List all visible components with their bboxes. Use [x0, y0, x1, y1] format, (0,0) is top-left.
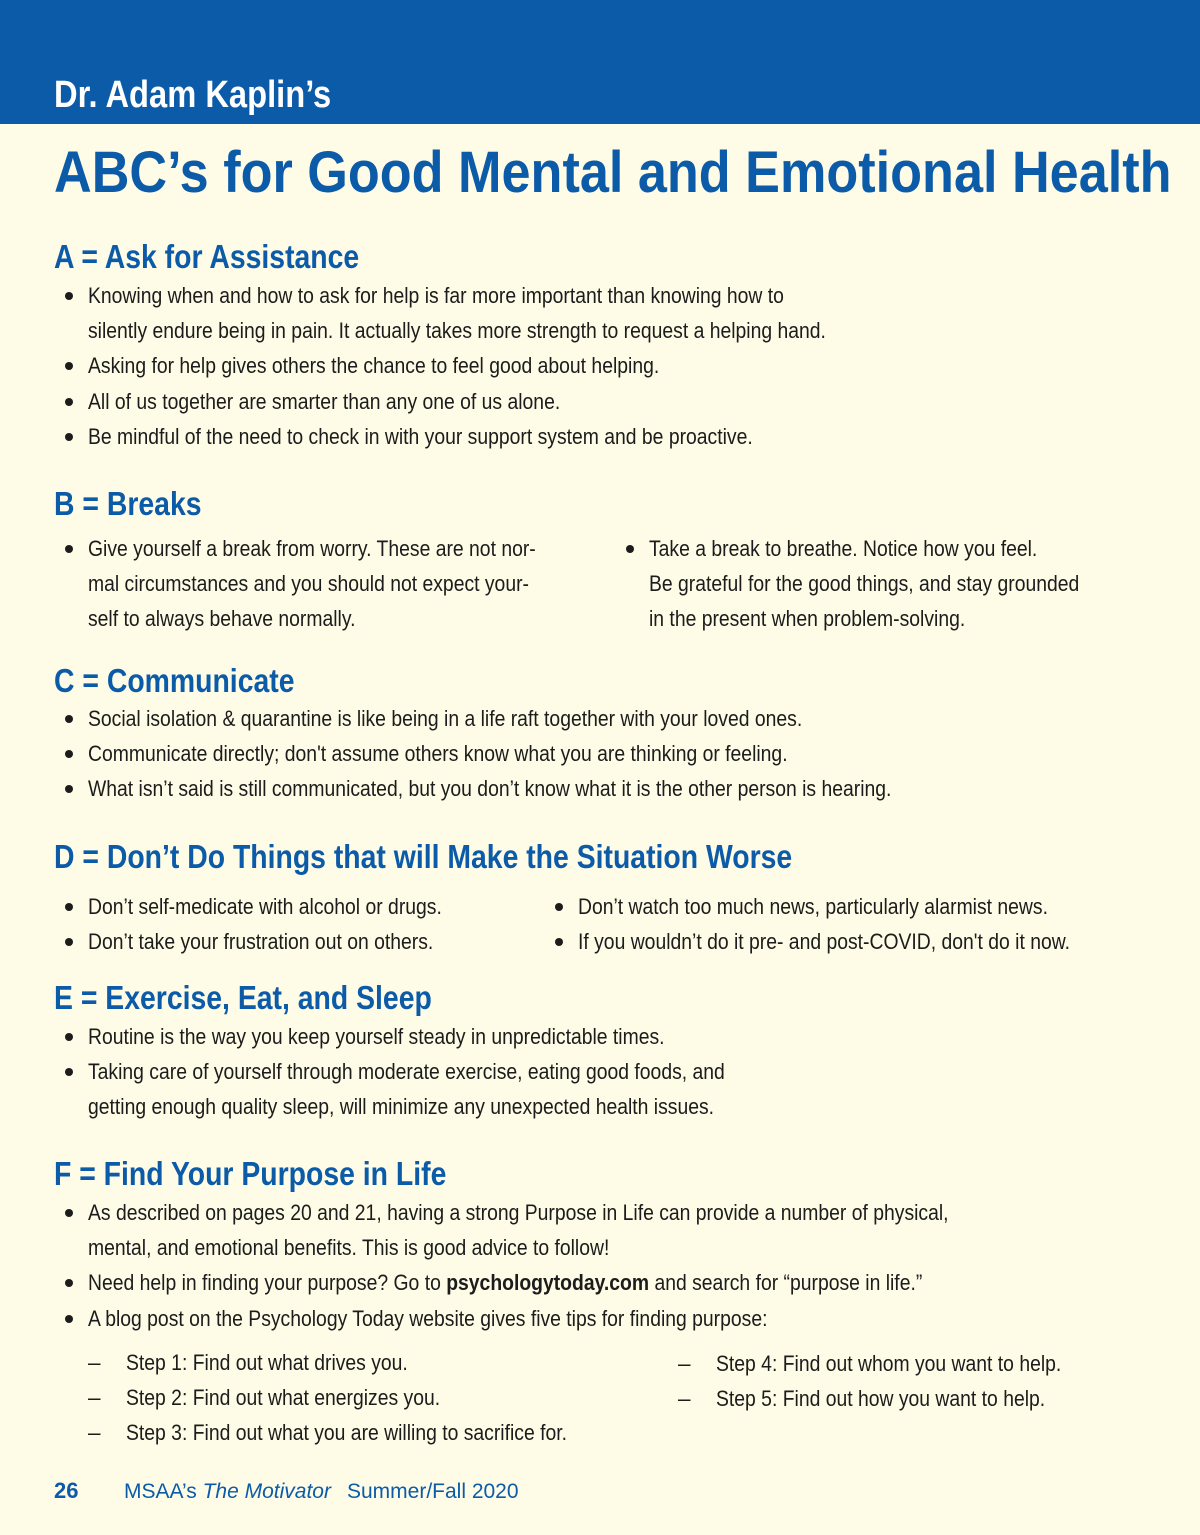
section-f-list	[54, 1195, 1089, 1336]
steps-right-list	[644, 1346, 1117, 1416]
section-e-list	[54, 1019, 828, 1125]
list-item: All of us together are smarter than any one of us alone.	[54, 384, 946, 419]
page-number: 26	[54, 1478, 79, 1503]
step-item: – Step 4: Find out whom you want to help.	[644, 1346, 1117, 1381]
section-a-list	[54, 278, 946, 454]
list-item: Don’t watch too much news, particularly alarmist news.	[544, 889, 1150, 924]
list-item: Asking for help gives others the chance to feel good about helping.	[54, 348, 946, 383]
list-item: A blog post on the Psychology Today website gives five tips for finding purpose:	[54, 1301, 1089, 1336]
list-item: Taking care of yourself through moderate exercise, eating good foods, and getting enough quality sleep, will minimize any unexpected health issues.	[54, 1054, 828, 1124]
issue-name: Summer/Fall 2020	[346, 1480, 519, 1503]
section-d-right-list	[544, 889, 1150, 959]
psychology-today-link[interactable]: psychologytoday.com	[446, 1270, 650, 1296]
section-b-left-list	[54, 531, 609, 637]
steps-left-list	[54, 1345, 639, 1451]
section-heading-c: C = Communicate	[54, 662, 295, 699]
section-c-list	[54, 701, 1022, 807]
section-d-left-list	[54, 889, 499, 959]
section-heading-d: D = Don’t Do Things that will Make the Situation Worse	[54, 838, 793, 875]
step-item: – Step 1: Find out what drives you.	[54, 1345, 639, 1380]
author-kicker: Dr. Adam Kaplin’s	[54, 74, 332, 116]
list-item	[54, 1265, 1089, 1300]
list-item: As described on pages 20 and 21, having a strong Purpose in Life can provide a number of physical, mental, and emotional benefits. This is good advice to follow!	[54, 1195, 1089, 1265]
list-item: What isn’t said is still communicated, but you don’t know what it is the other person is hearing.	[54, 771, 1022, 806]
list-item: If you wouldn’t do it pre- and post-COVID, don't do it now.	[544, 924, 1150, 959]
help-text-pre: Need help in finding your purpose? Go to	[88, 1270, 447, 1296]
section-heading-b: B = Breaks	[54, 485, 202, 522]
publication-name: MSAA’s The Motivator	[124, 1480, 331, 1503]
list-item: Take a break to breathe. Notice how you feel. Be grateful for the good things, and stay grounded in the present when problem-solving.	[615, 531, 1149, 637]
list-item: Give yourself a break from worry. These are not nor- mal circumstances and you should not expect your- self to always behave normally.	[54, 531, 609, 637]
step-item: – Step 3: Find out what you are willing to sacrifice for.	[54, 1415, 639, 1450]
list-item: Routine is the way you keep yourself steady in unpredictable times.	[54, 1019, 828, 1054]
step-item: – Step 2: Find out what energizes you.	[54, 1380, 639, 1415]
section-b-right-list	[615, 531, 1149, 637]
section-heading-e: E = Exercise, Eat, and Sleep	[54, 979, 432, 1016]
list-item: Communicate directly; don't assume others know what you are thinking or feeling.	[54, 736, 1022, 771]
help-text-post: and search for “purpose in life.”	[649, 1270, 923, 1296]
list-item: Don’t take your frustration out on others.	[54, 924, 499, 959]
step-item: – Step 5: Find out how you want to help.	[644, 1381, 1117, 1416]
page-footer	[54, 1476, 519, 1507]
list-item: Be mindful of the need to check in with your support system and be proactive.	[54, 419, 946, 454]
list-item: Knowing when and how to ask for help is far more important than knowing how to silently endure being in pain. It actually takes more strength to request a helping hand.	[54, 278, 946, 348]
section-heading-f: F = Find Your Purpose in Life	[54, 1155, 447, 1192]
list-item: Don’t self-medicate with alcohol or drugs.	[54, 889, 499, 924]
list-item: Social isolation & quarantine is like being in a life raft together with your loved ones.	[54, 701, 1022, 736]
page-title: ABC’s for Good Mental and Emotional Health	[54, 140, 1172, 205]
section-heading-a: A = Ask for Assistance	[54, 238, 360, 275]
